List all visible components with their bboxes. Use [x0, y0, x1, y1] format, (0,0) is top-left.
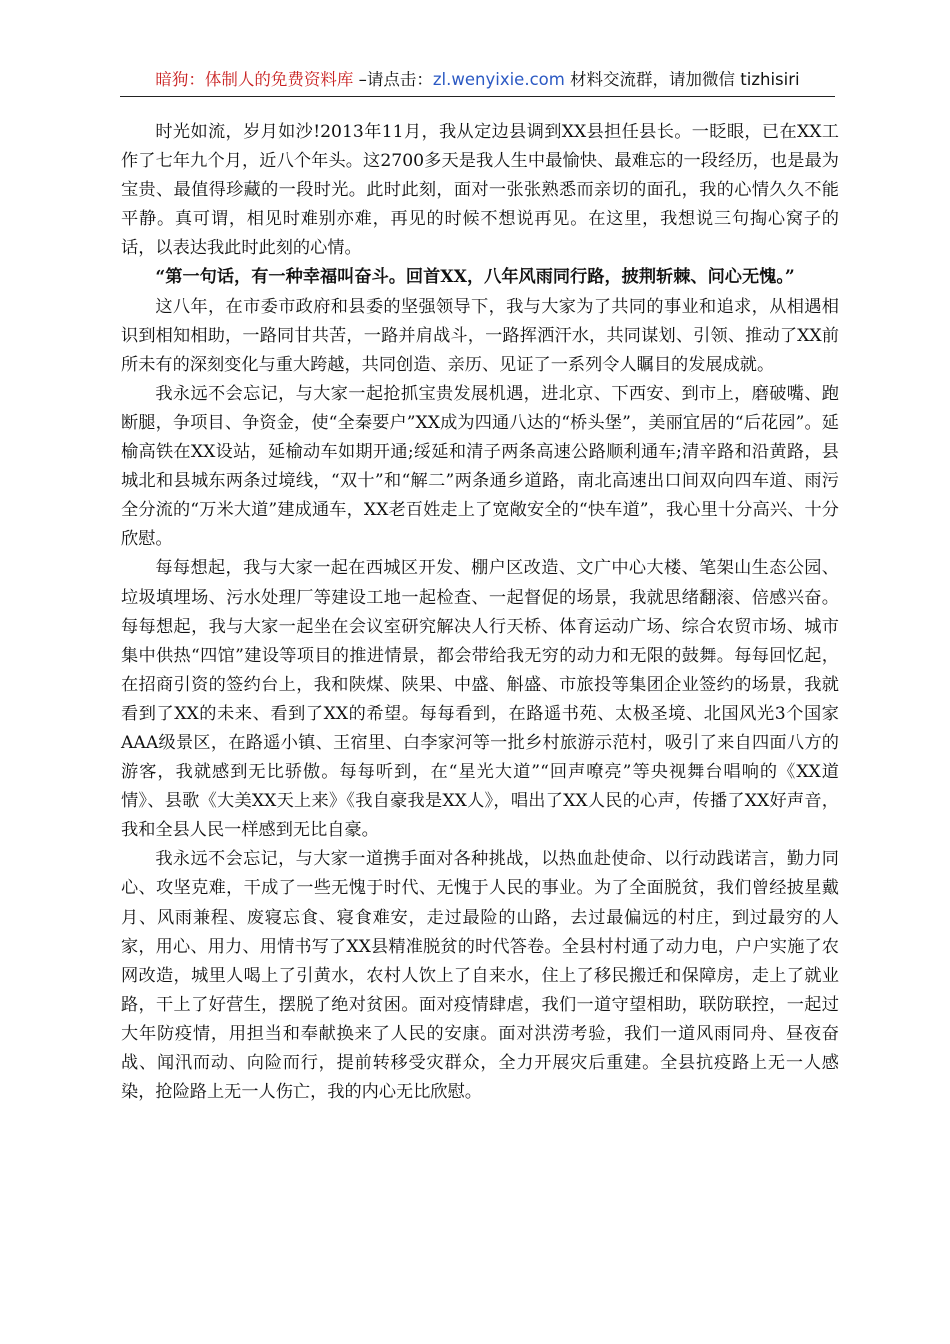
paragraph-development-opportunities: 我永远不会忘记，与大家一起抢抓宝贵发展机遇，进北京、下西安、到市上，磨破嘴、跑断腿，争项目、争资金，使“全秦要户”XX成为四通八达的“桥头堡”，美丽宜居的“后花园”。延榆高铁在XX设站，延榆动车如期开通;绥延和清子两条高速公路顺利通车;清辛路和沿黄路，县城北和县城东两条过境线，“双十”和“解二”两条通乡道路，南北高速出口间双向四车道、雨污全分流的“万米大道”建成通车，XX老百姓走上了宽敞安全的“快车道”，我心里十分高兴、十分欣慰。: [121, 383, 839, 550]
header-url-link[interactable]: zl.wenyixie.com: [432, 70, 565, 89]
paragraph-eight-years: 这八年，在市委市政府和县委的坚强领导下，我与大家为了共同的事业和追求，从相遇相识到相知相助，一路同甘共苦，一路并肩战斗，一路挥洒汗水，共同谋划、引领、推动了XX前所未有的深刻变化与重大跨越，共同创造、亲历、见证了一系列令人瞩目的发展成就。: [121, 296, 839, 375]
paragraph-challenges: 我永远不会忘记，与大家一道携手面对各种挑战，以热血赴使命、以行动践诺言，勤力同心、攻坚克难，干成了一些无愧于时代、无愧于人民的事业。为了全面脱贫，我们曾经披星戴月、风雨兼程、废寝忘食、寝食难安，走过最险的山路，去过最偏远的村庄，到过最穷的人家，用心、用力、用情书写了XX县精准脱贫的时代答卷。全县村村通了动力电，户户实施了农网改造，城里人喝上了引黄水，农村人饮上了自来水，住上了移民搬迁和保障房，走上了就业路，干上了好营生，摆脱了绝对贫困。面对疫情肆虐，我们一道守望相助，联防联控，一起过大年防疫情，用担当和奉献换来了人民的安康。面对洪涝考验，我们一道风雨同舟、昼夜奋战、闻汛而动、向险而行，提前转移受灾群众，全力开展灾后重建。全县抗疫路上无一人感染，抢险路上无一人伤亡，我的内心无比欣慰。: [121, 849, 839, 1103]
header-group-note: 材料交流群，请加微信 tizhisiri: [564, 70, 800, 89]
header-click-prompt: –请点击：: [353, 70, 433, 89]
header-site-name: 暗狗：体制人的免费资料库: [155, 70, 354, 89]
paragraph-first-saying: “第一句话，有一种幸福叫奋斗。回首XX，八年风雨同行路，披荆斩棘、问心无愧。”: [155, 267, 795, 288]
paragraph-construction-memories: 每每想起，我与大家一起在西城区开发、棚户区改造、文广中心大楼、笔架山生态公园、垃圾填埋场、污水处理厂等建设工地一起检查、一起督促的场景，我就思绪翻滚、倍感兴奋。每每想起，我与大家一起坐在会议室研究解决人行天桥、体育运动广场、综合农贸市场、城市集中供热“四馆”建设等项目的推进情景，都会带给我无穷的动力和无限的鼓舞。每每回忆起，在招商引资的签约台上，我和陕煤、陕果、中盛、斛盛、市旅投等集团企业签约的场景，我就看到了XX的未来、看到了XX的希望。每每看到，在路遥书苑、太极圣境、北国风光3个国家AAA级景区，在路遥小镇、王宿里、白李家河等一批乡村旅游示范村，吸引了来自四面八方的游客，我就感到无比骄傲。每每听到，在“星光大道”“回声嘹亮”等央视舞台唱响的《XX道情》、县歌《大美XX天上来》《我自豪我是XX人》，唱出了XX人民的心声，传播了XX好声音，我和全县人民一样感到无比自豪。: [121, 558, 839, 841]
document-body: [121, 118, 839, 1107]
paragraph-intro: 时光如流，岁月如沙!2013年11月，我从定边县调到XX县担任县长。一眨眼，已在XX工作了七年九个月，近八个年头。这2700多天是我人生中最愉快、最难忘的一段经历，也是最为宝贵、最值得珍藏的一段时光。此时此刻，面对一张张熟悉而亲切的面孔，我的心情久久不能平静。真可谓，相见时难别亦难，再见的时候不想说再见。在这里，我想说三句掏心窝子的话，以表达我此时此刻的心情。: [121, 122, 839, 259]
page-header: [120, 64, 835, 97]
